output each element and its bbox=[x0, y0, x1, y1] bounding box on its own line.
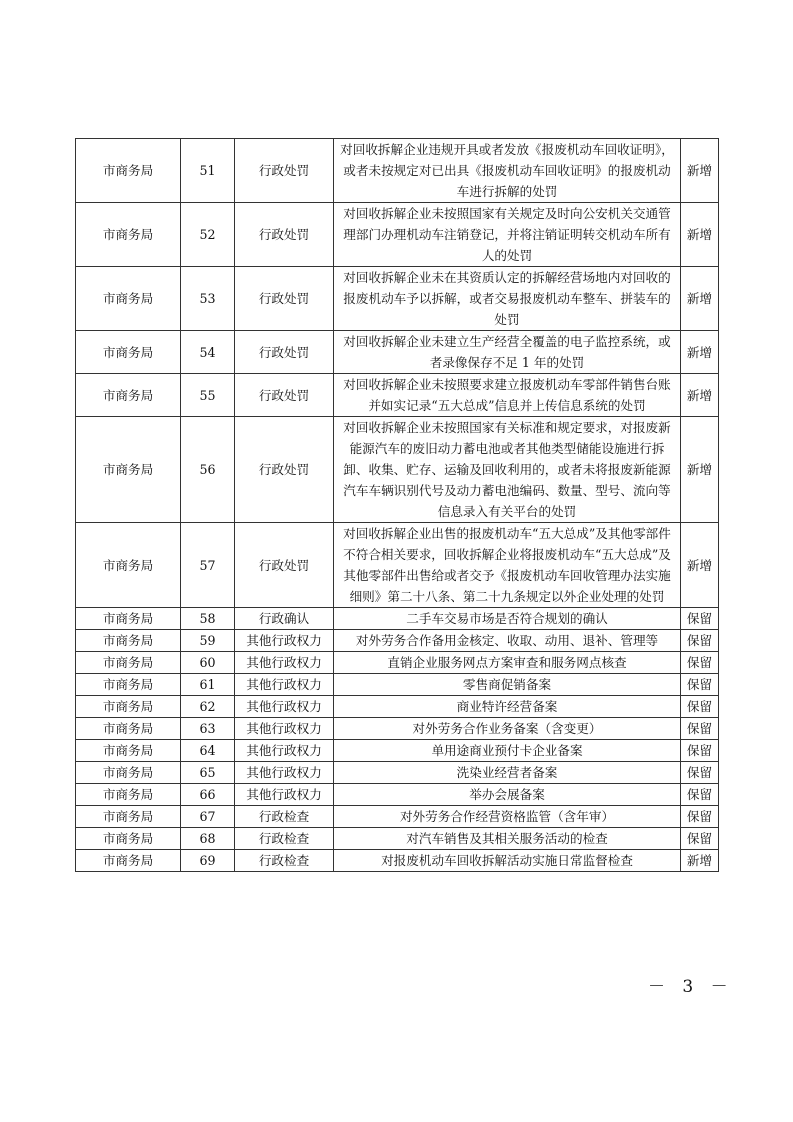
table-row bbox=[76, 806, 719, 828]
item-name-cell: 零售商促销备案 bbox=[334, 674, 681, 696]
department-cell: 市商务局 bbox=[76, 784, 181, 806]
item-name-cell: 对回收拆解企业未建立生产经营全覆盖的电子监控系统，或者录像保存不足 1 年的处罚 bbox=[334, 331, 681, 374]
number-cell: 55 bbox=[181, 374, 235, 417]
item-name-cell: 洗染业经营者备案 bbox=[334, 762, 681, 784]
power-type-cell: 行政处罚 bbox=[235, 417, 334, 523]
department-cell: 市商务局 bbox=[76, 828, 181, 850]
status-cell: 新增 bbox=[681, 139, 719, 203]
table-row bbox=[76, 608, 719, 630]
power-type-cell: 其他行政权力 bbox=[235, 674, 334, 696]
department-cell: 市商务局 bbox=[76, 740, 181, 762]
page-number: － 3 － bbox=[648, 977, 734, 997]
number-cell: 51 bbox=[181, 139, 235, 203]
item-name-cell: 举办会展备案 bbox=[334, 784, 681, 806]
department-cell: 市商务局 bbox=[76, 608, 181, 630]
status-cell: 保留 bbox=[681, 630, 719, 652]
power-type-cell: 其他行政权力 bbox=[235, 740, 334, 762]
power-type-cell: 行政检查 bbox=[235, 806, 334, 828]
number-cell: 65 bbox=[181, 762, 235, 784]
department-cell: 市商务局 bbox=[76, 139, 181, 203]
power-type-cell: 其他行政权力 bbox=[235, 718, 334, 740]
power-type-cell: 其他行政权力 bbox=[235, 762, 334, 784]
table-body bbox=[76, 139, 719, 872]
status-cell: 保留 bbox=[681, 828, 719, 850]
table-row bbox=[76, 139, 719, 203]
power-type-cell: 其他行政权力 bbox=[235, 652, 334, 674]
item-name-cell: 二手车交易市场是否符合规划的确认 bbox=[334, 608, 681, 630]
table-row bbox=[76, 652, 719, 674]
number-cell: 56 bbox=[181, 417, 235, 523]
status-cell: 保留 bbox=[681, 608, 719, 630]
table-row bbox=[76, 523, 719, 608]
department-cell: 市商务局 bbox=[76, 718, 181, 740]
power-type-cell: 行政处罚 bbox=[235, 139, 334, 203]
status-cell: 保留 bbox=[681, 740, 719, 762]
power-type-cell: 行政处罚 bbox=[235, 374, 334, 417]
department-cell: 市商务局 bbox=[76, 374, 181, 417]
status-cell: 保留 bbox=[681, 718, 719, 740]
item-name-cell: 单用途商业预付卡企业备案 bbox=[334, 740, 681, 762]
department-cell: 市商务局 bbox=[76, 652, 181, 674]
table-row bbox=[76, 374, 719, 417]
status-cell: 保留 bbox=[681, 806, 719, 828]
status-cell: 新增 bbox=[681, 850, 719, 872]
number-cell: 62 bbox=[181, 696, 235, 718]
power-type-cell: 行政确认 bbox=[235, 608, 334, 630]
number-cell: 61 bbox=[181, 674, 235, 696]
power-type-cell: 其他行政权力 bbox=[235, 630, 334, 652]
item-name-cell: 对外劳务合作业务备案（含变更） bbox=[334, 718, 681, 740]
department-cell: 市商务局 bbox=[76, 696, 181, 718]
department-cell: 市商务局 bbox=[76, 417, 181, 523]
power-type-cell: 其他行政权力 bbox=[235, 784, 334, 806]
power-type-cell: 行政处罚 bbox=[235, 523, 334, 608]
table-row bbox=[76, 696, 719, 718]
power-type-cell: 其他行政权力 bbox=[235, 696, 334, 718]
department-cell: 市商务局 bbox=[76, 806, 181, 828]
status-cell: 新增 bbox=[681, 523, 719, 608]
number-cell: 52 bbox=[181, 203, 235, 267]
item-name-cell: 对回收拆解企业未按照国家有关标准和规定要求，对报废新能源汽车的废旧动力蓄电池或者其他类型储能设施进行拆卸、收集、贮存、运输及回收利用的，或者未将报废新能源汽车车辆识别代号及动力蓄电池编码、数量、型号、流向等信息录入有关平台的处罚 bbox=[334, 417, 681, 523]
status-cell: 保留 bbox=[681, 696, 719, 718]
table-row bbox=[76, 850, 719, 872]
number-cell: 63 bbox=[181, 718, 235, 740]
status-cell: 新增 bbox=[681, 331, 719, 374]
table-row bbox=[76, 203, 719, 267]
number-cell: 66 bbox=[181, 784, 235, 806]
department-cell: 市商务局 bbox=[76, 674, 181, 696]
power-type-cell: 行政处罚 bbox=[235, 267, 334, 331]
power-type-cell: 行政处罚 bbox=[235, 331, 334, 374]
table-row bbox=[76, 762, 719, 784]
number-cell: 54 bbox=[181, 331, 235, 374]
department-cell: 市商务局 bbox=[76, 523, 181, 608]
table-row bbox=[76, 784, 719, 806]
status-cell: 保留 bbox=[681, 784, 719, 806]
number-cell: 69 bbox=[181, 850, 235, 872]
department-cell: 市商务局 bbox=[76, 850, 181, 872]
table-row bbox=[76, 630, 719, 652]
department-cell: 市商务局 bbox=[76, 331, 181, 374]
power-type-cell: 行政检查 bbox=[235, 828, 334, 850]
department-cell: 市商务局 bbox=[76, 630, 181, 652]
number-cell: 60 bbox=[181, 652, 235, 674]
number-cell: 59 bbox=[181, 630, 235, 652]
item-name-cell: 对外劳务合作经营资格监管（含年审） bbox=[334, 806, 681, 828]
number-cell: 68 bbox=[181, 828, 235, 850]
item-name-cell: 对回收拆解企业未按照要求建立报废机动车零部件销售台账并如实记录“五大总成”信息并上传信息系统的处罚 bbox=[334, 374, 681, 417]
item-name-cell: 对回收拆解企业未在其资质认定的拆解经营场地内对回收的报废机动车予以拆解，或者交易报废机动车整车、拼装车的处罚 bbox=[334, 267, 681, 331]
table-row bbox=[76, 718, 719, 740]
item-name-cell: 对外劳务合作备用金核定、收取、动用、退补、管理等 bbox=[334, 630, 681, 652]
item-name-cell: 对汽车销售及其相关服务活动的检查 bbox=[334, 828, 681, 850]
number-cell: 64 bbox=[181, 740, 235, 762]
department-cell: 市商务局 bbox=[76, 267, 181, 331]
item-name-cell: 对回收拆解企业未按照国家有关规定及时向公安机关交通管理部门办理机动车注销登记，并将注销证明转交机动车所有人的处罚 bbox=[334, 203, 681, 267]
status-cell: 保留 bbox=[681, 762, 719, 784]
table-row bbox=[76, 674, 719, 696]
item-name-cell: 商业特许经营备案 bbox=[334, 696, 681, 718]
table-row bbox=[76, 417, 719, 523]
status-cell: 保留 bbox=[681, 652, 719, 674]
table-row bbox=[76, 331, 719, 374]
item-name-cell: 对报废机动车回收拆解活动实施日常监督检查 bbox=[334, 850, 681, 872]
power-list-table bbox=[75, 138, 719, 872]
status-cell: 新增 bbox=[681, 267, 719, 331]
number-cell: 53 bbox=[181, 267, 235, 331]
number-cell: 58 bbox=[181, 608, 235, 630]
number-cell: 57 bbox=[181, 523, 235, 608]
department-cell: 市商务局 bbox=[76, 203, 181, 267]
status-cell: 保留 bbox=[681, 674, 719, 696]
status-cell: 新增 bbox=[681, 374, 719, 417]
table-row bbox=[76, 740, 719, 762]
item-name-cell: 直销企业服务网点方案审查和服务网点核查 bbox=[334, 652, 681, 674]
department-cell: 市商务局 bbox=[76, 762, 181, 784]
status-cell: 新增 bbox=[681, 203, 719, 267]
item-name-cell: 对回收拆解企业出售的报废机动车“五大总成”及其他零部件不符合相关要求，回收拆解企业将报废机动车“五大总成”及其他零部件出售给或者交予《报废机动车回收管理办法实施细则》第二十八条、第二十九条规定以外企业处理的处罚 bbox=[334, 523, 681, 608]
item-name-cell: 对回收拆解企业违规开具或者发放《报废机动车回收证明》，或者未按规定对已出具《报废机动车回收证明》的报废机动车进行拆解的处罚 bbox=[334, 139, 681, 203]
number-cell: 67 bbox=[181, 806, 235, 828]
power-type-cell: 行政处罚 bbox=[235, 203, 334, 267]
status-cell: 新增 bbox=[681, 417, 719, 523]
table-row bbox=[76, 828, 719, 850]
power-type-cell: 行政检查 bbox=[235, 850, 334, 872]
table-row bbox=[76, 267, 719, 331]
